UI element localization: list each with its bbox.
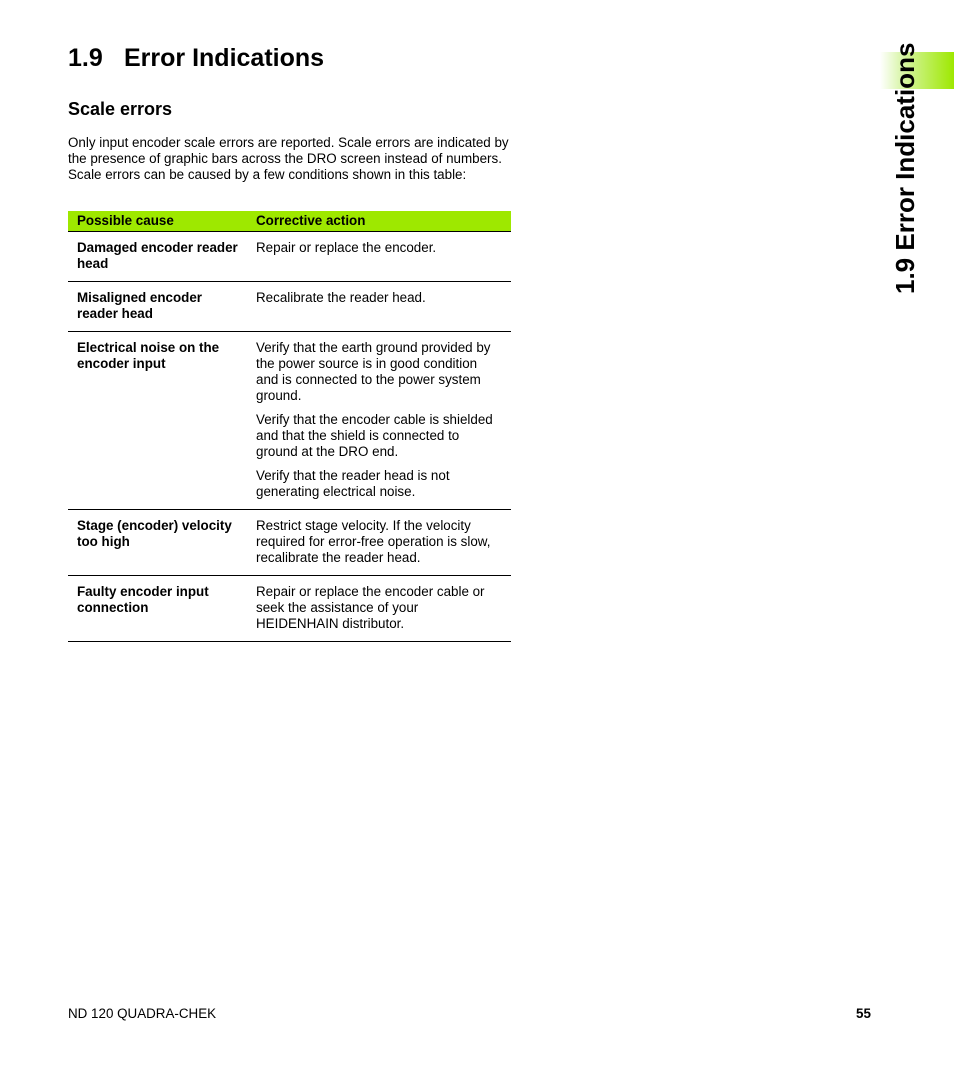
action-cell: [256, 282, 511, 332]
cause-cell: Stage (encoder) velocity too high: [68, 510, 256, 576]
cause-cell: Misaligned encoder reader head: [68, 282, 256, 332]
action-text: Recalibrate the reader head.: [256, 290, 426, 305]
table-row: [68, 282, 511, 332]
action-cell: [256, 332, 511, 510]
footer-product-name: ND 120 QUADRA-CHEK: [68, 1006, 217, 1021]
action-cell: [256, 576, 511, 642]
header-possible-cause: Possible cause: [68, 211, 256, 232]
section-number: 1.9: [68, 44, 103, 72]
cause-cell: Electrical noise on the encoder input: [68, 332, 256, 510]
section-title: Error Indications: [124, 44, 325, 72]
action-text: Repair or replace the encoder cable or seek the assistance of your HEIDENHAIN distributor.: [256, 584, 485, 631]
cause-cell: Faulty encoder input connection: [68, 576, 256, 642]
table-row: [68, 232, 511, 282]
section-heading: Scale errors: [68, 99, 173, 119]
action-text: Verify that the encoder cable is shielded and that the shield is connected to ground at the DRO end.: [256, 412, 493, 459]
intro-paragraph: Only input encoder scale errors are reported. Scale errors are indicated by the presence of graphic bars across the DRO screen instead of numbers. Scale errors can be caused by a few conditions shown in this table:: [68, 135, 509, 182]
page-title: [68, 44, 324, 73]
action-text: Verify that the reader head is not generating electrical noise.: [256, 468, 450, 499]
table-header-row: [68, 211, 511, 232]
cause-cell: Damaged encoder reader head: [68, 232, 256, 282]
action-text: Verify that the earth ground provided by the power source is in good condition and is connected to the power system ground.: [256, 340, 491, 403]
action-text: Repair or replace the encoder.: [256, 240, 437, 255]
action-cell: [256, 510, 511, 576]
action-cell: [256, 232, 511, 282]
page-number: 55: [856, 1006, 871, 1021]
table-row: [68, 332, 511, 510]
scale-errors-table: [68, 211, 511, 642]
header-corrective-action: Corrective action: [256, 211, 511, 232]
side-tab-title: 1.9 Error Indications: [890, 42, 920, 294]
action-text: Restrict stage velocity. If the velocity required for error-free operation is slow, recalibrate the reader head.: [256, 518, 491, 565]
table-row: [68, 510, 511, 576]
table-row: [68, 576, 511, 642]
